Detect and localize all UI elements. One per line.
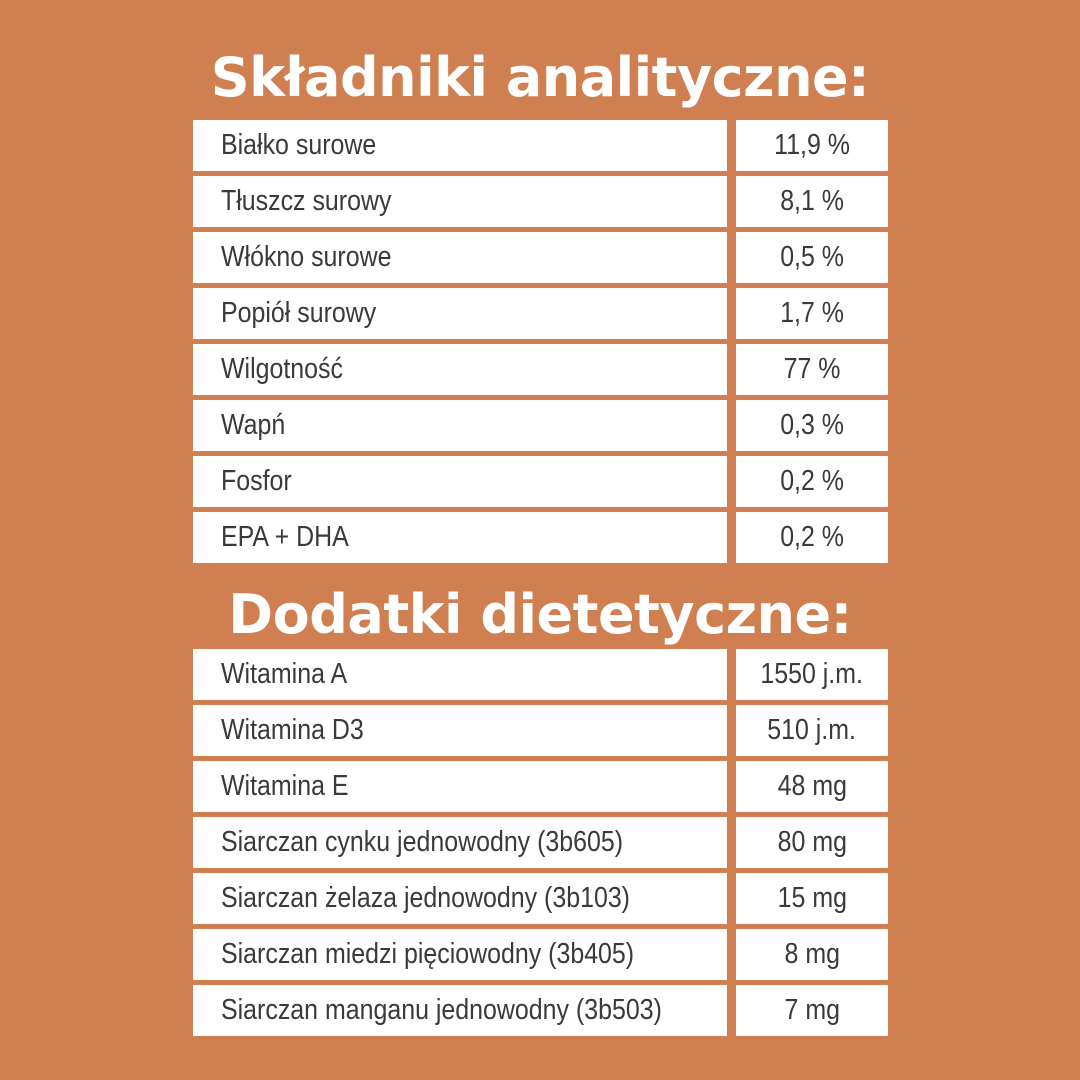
row-value: [736, 761, 888, 812]
row-label-text: Witamina E: [221, 770, 349, 802]
row-label: [193, 649, 727, 700]
row-label: [193, 985, 727, 1036]
table-row: [193, 344, 888, 395]
row-label-text: Wilgotność: [221, 353, 343, 385]
table-row: [193, 705, 888, 756]
row-value-text: 48 mg: [777, 770, 847, 802]
row-value-text: 8 mg: [784, 938, 840, 970]
row-value-text: 7 mg: [784, 994, 840, 1026]
row-value: [736, 649, 888, 700]
row-label-text: Witamina A: [221, 658, 348, 690]
row-value-text: 1,7 %: [780, 297, 844, 329]
analytic-table: [193, 120, 888, 568]
row-label-text: Popiół surowy: [221, 297, 377, 329]
row-label-text: EPA + DHA: [221, 521, 349, 553]
row-label: [193, 344, 727, 395]
row-value: [736, 344, 888, 395]
row-label: [193, 120, 727, 171]
row-label-text: Siarczan miedzi pięciowodny (3b405): [221, 938, 635, 970]
dietary-section-title: Dodatki dietetyczne:: [228, 583, 852, 646]
row-label-text: Siarczan cynku jednowodny (3b605): [221, 826, 624, 858]
row-label-text: Tłuszcz surowy: [221, 185, 392, 217]
row-value: [736, 176, 888, 227]
row-label: [193, 400, 727, 451]
row-value-text: 0,2 %: [780, 521, 844, 553]
row-label: [193, 761, 727, 812]
table-row: [193, 512, 888, 563]
row-value: [736, 512, 888, 563]
table-row: [193, 985, 888, 1036]
table-row: [193, 873, 888, 924]
row-value-text: 80 mg: [777, 826, 847, 858]
row-value-text: 0,2 %: [780, 465, 844, 497]
row-value-text: 8,1 %: [780, 185, 844, 217]
row-value-text: 0,5 %: [780, 241, 844, 273]
row-value-text: 15 mg: [777, 882, 847, 914]
row-label: [193, 817, 727, 868]
dietary-table: [193, 649, 888, 1041]
row-label-text: Fosfor: [221, 465, 292, 497]
table-row: [193, 929, 888, 980]
row-value: [736, 232, 888, 283]
row-label: [193, 456, 727, 507]
row-label: [193, 929, 727, 980]
row-label-text: Włókno surowe: [221, 241, 392, 273]
row-label: [193, 873, 727, 924]
row-value: [736, 985, 888, 1036]
row-label-text: Wapń: [221, 409, 286, 441]
row-label-text: Witamina D3: [221, 714, 364, 746]
row-label-text: Białko surowe: [221, 129, 377, 161]
row-value: [736, 873, 888, 924]
table-row: [193, 400, 888, 451]
table-row: [193, 761, 888, 812]
row-label-text: Siarczan manganu jednowodny (3b503): [221, 994, 662, 1026]
table-row: [193, 232, 888, 283]
row-value-text: 0,3 %: [780, 409, 844, 441]
row-value: [736, 400, 888, 451]
row-value: [736, 120, 888, 171]
table-row: [193, 649, 888, 700]
row-value: [736, 929, 888, 980]
analytic-section-title: Składniki analityczne:: [210, 46, 870, 109]
table-row: [193, 288, 888, 339]
row-value-text: 510 j.m.: [767, 714, 857, 746]
row-label: [193, 705, 727, 756]
row-value-text: 1550 j.m.: [760, 658, 864, 690]
table-row: [193, 456, 888, 507]
row-label: [193, 232, 727, 283]
row-value: [736, 288, 888, 339]
table-row: [193, 817, 888, 868]
table-row: [193, 120, 888, 171]
table-row: [193, 176, 888, 227]
row-label-text: Siarczan żelaza jednowodny (3b103): [221, 882, 630, 914]
row-value: [736, 817, 888, 868]
row-value: [736, 705, 888, 756]
row-label: [193, 512, 727, 563]
row-value: [736, 456, 888, 507]
row-label: [193, 288, 727, 339]
row-value-text: 77 %: [783, 353, 841, 385]
row-value-text: 11,9 %: [774, 129, 850, 161]
row-label: [193, 176, 727, 227]
